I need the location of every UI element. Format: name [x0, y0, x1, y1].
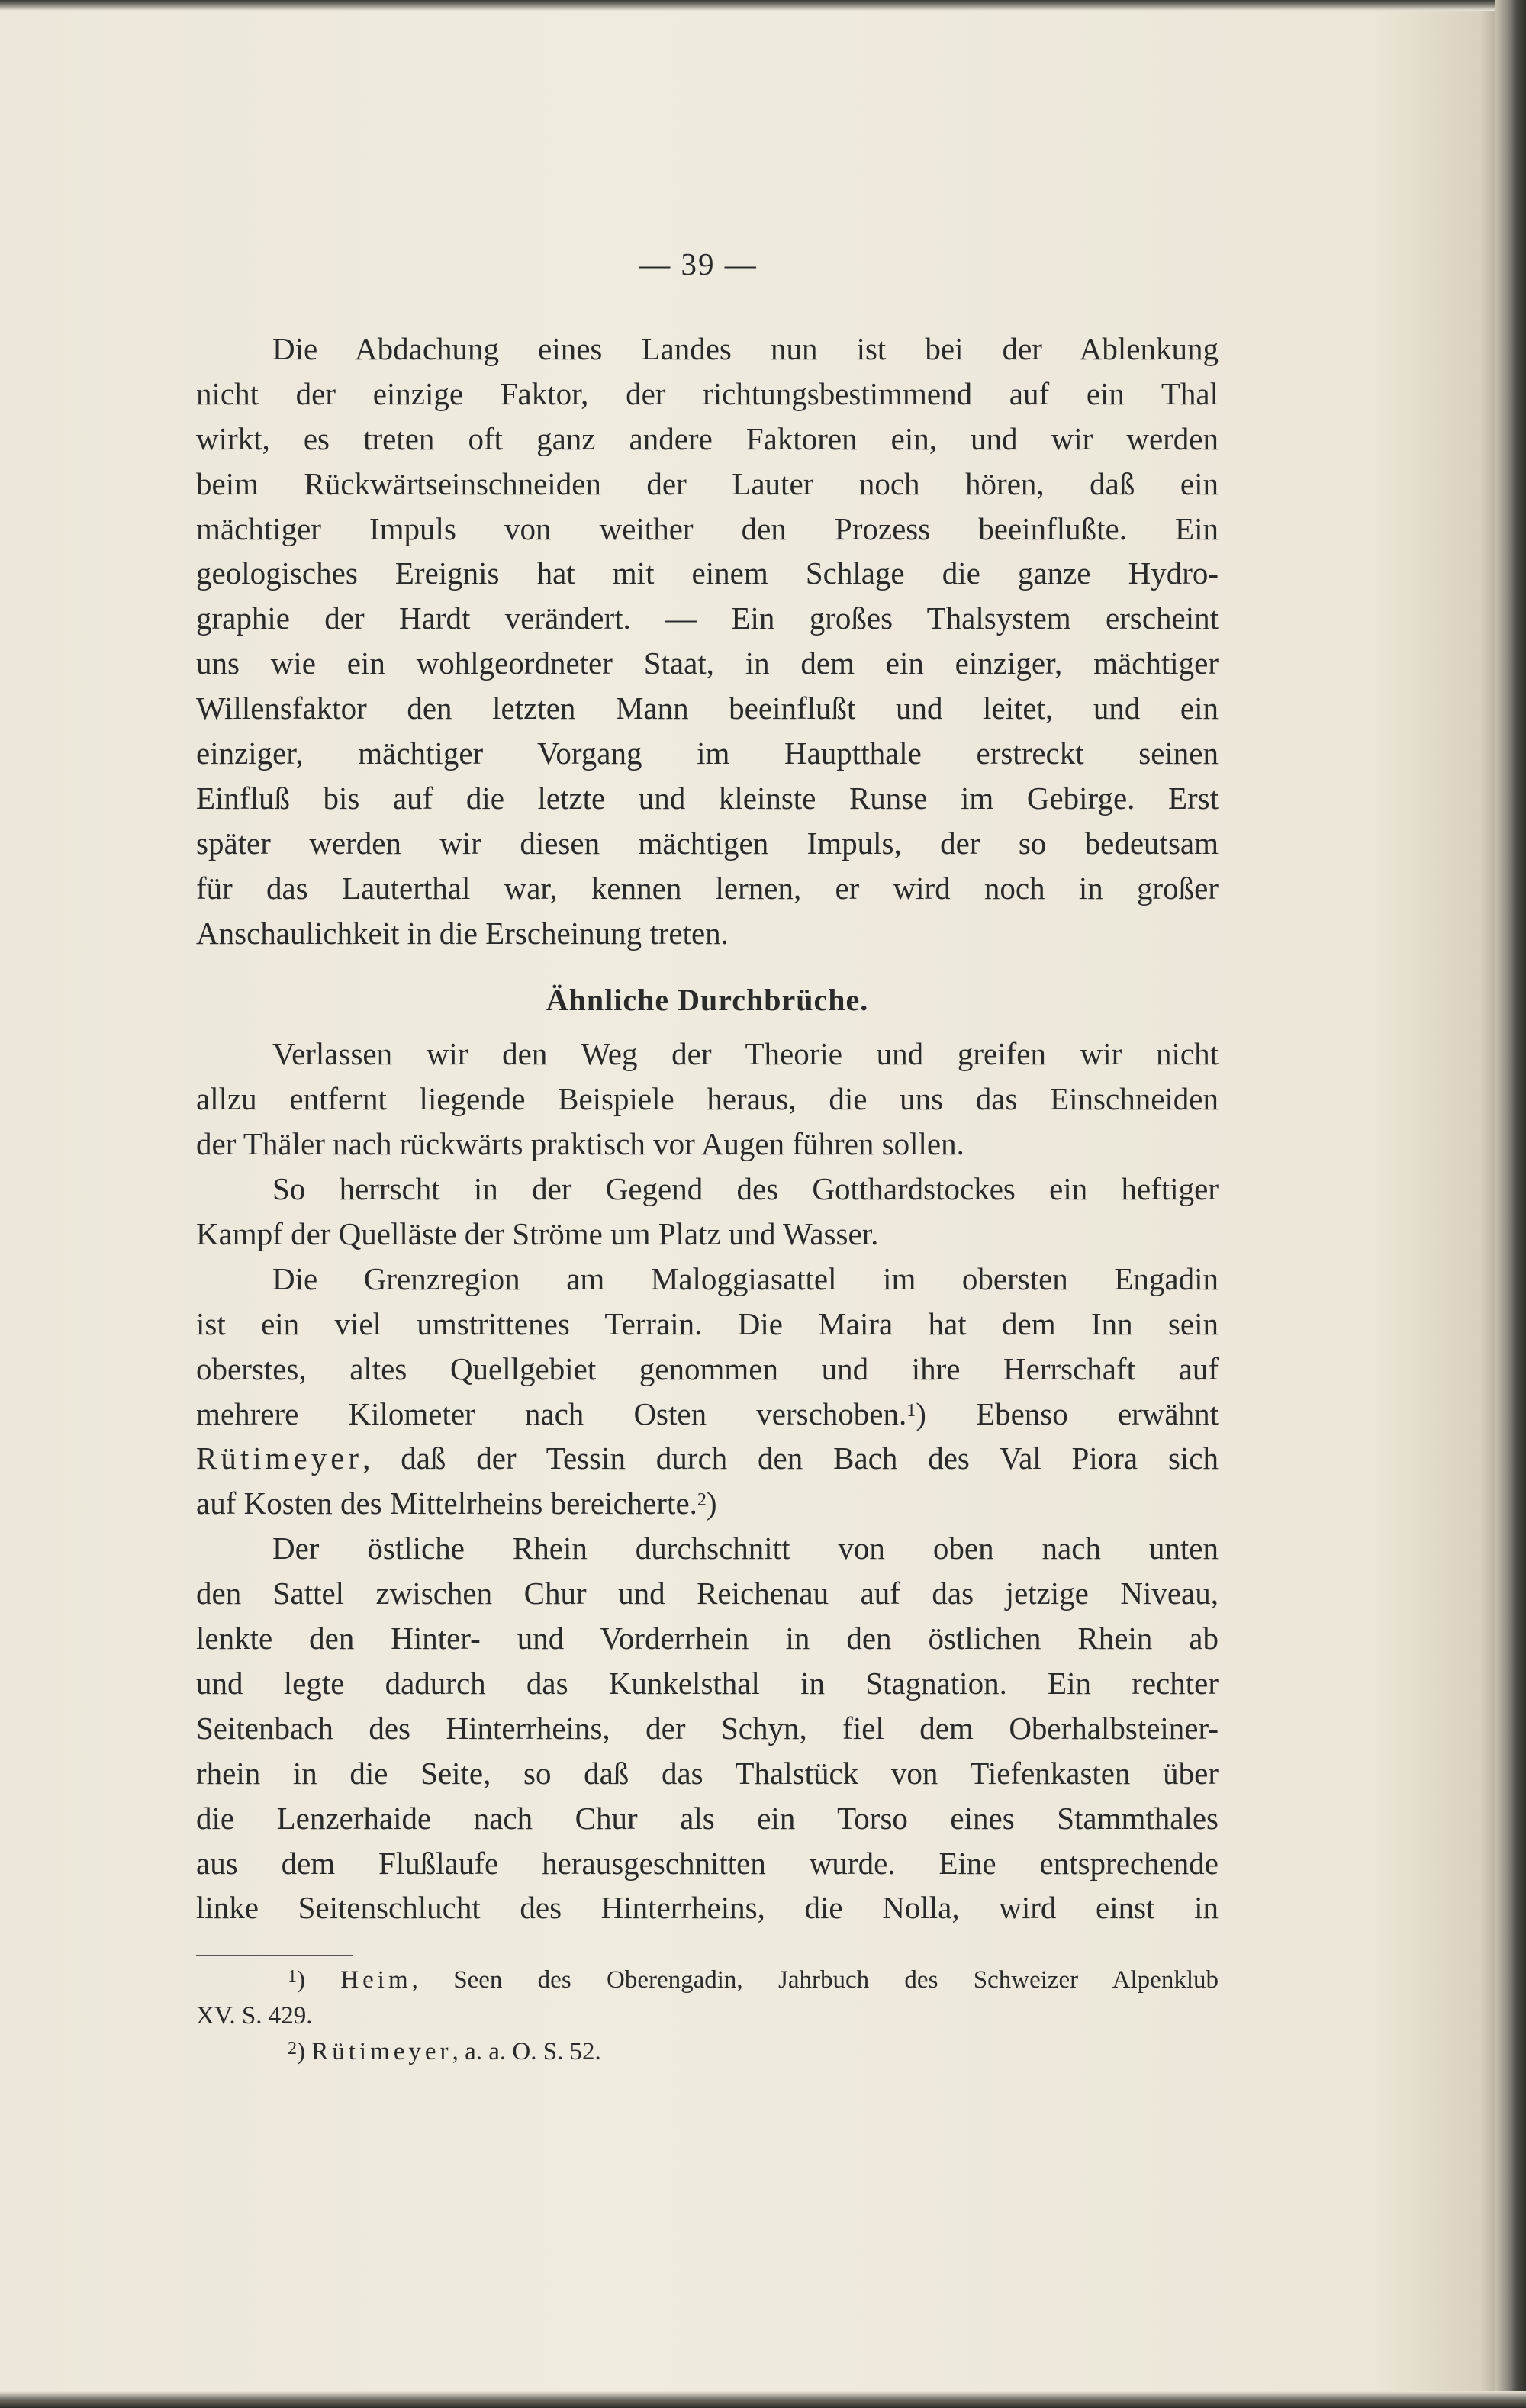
author-name: Rütimeyer — [196, 1441, 363, 1476]
text-line: So herrscht in der Gegend des Gotthardstockes ein heftiger — [272, 1171, 1219, 1207]
text-line: graphie der Hardt verändert. — Ein großes Thalsystem erscheint — [196, 600, 1219, 636]
text-line: für das Lauterthal war, kennen lernen, er wird noch in großer — [196, 870, 1219, 906]
text-line: die Lenzerhaide nach Chur als ein Torso eines Stammthales — [196, 1800, 1219, 1836]
text-line: Kampf der Quelläste der Ströme um Platz und Wasser. — [196, 1216, 879, 1252]
text-line: oberstes, altes Quellgebiet genommen und ihre Herrschaft auf — [196, 1350, 1219, 1386]
text-line — [196, 1481, 1219, 1526]
text-line: Seitenbach des Hinterrheins, der Schyn, fiel dem Oberhalbsteiner- — [196, 1710, 1219, 1746]
author-name: Rütimeyer — [311, 2038, 452, 2065]
footnote-marker: 2 — [288, 2039, 297, 2059]
footnote-text: , a. a. O. S. 52. — [452, 2038, 601, 2065]
text-line: den Sattel zwischen Chur und Reichenau auf das jetzige Niveau, — [196, 1576, 1219, 1611]
text-line: aus dem Flußlaufe herausgeschnitten wurde. Eine entsprechende — [196, 1845, 1219, 1881]
text-line: Der östliche Rhein durchschnitt von oben nach unten — [272, 1531, 1219, 1566]
text-line: Die Abdachung eines Landes nun ist bei der Ablenkung — [272, 331, 1219, 366]
text-segment: mehrere Kilometer nach Osten verschoben. — [196, 1396, 907, 1431]
paragraph-4 — [196, 1257, 1219, 1526]
text-line: Anschaulichkeit in die Erscheinung treten. — [196, 915, 729, 951]
text-line: lenkte den Hinter- und Vorderrhein in den östlichen Rhein ab — [196, 1621, 1219, 1656]
text-segment: , daß der Tessin durch den Bach des Val Piora sich — [362, 1441, 1219, 1476]
paragraph-2 — [196, 1032, 1219, 1167]
page-number: — 39 — — [639, 246, 758, 282]
text-line: einziger, mächtiger Vorgang im Hauptthale erstreckt seinen — [196, 736, 1219, 771]
text-segment: ) — [706, 1486, 717, 1521]
text-line: und legte dadurch das Kunkelsthal in Stagnation. Ein rechter — [196, 1665, 1219, 1701]
author-name: Heim — [340, 1966, 412, 1994]
paragraph-3 — [196, 1167, 1219, 1257]
page-bottom-edge — [0, 2391, 1526, 2408]
text-line: mächtiger Impuls von weither den Prozess beeinflußte. Ein — [196, 510, 1219, 546]
footnote-text: , Seen des Oberengadin, Jahrbuch des Schweizer Alpenklub — [411, 1966, 1219, 1994]
text-line: uns wie ein wohlgeordneter Staat, in dem ein einziger, mächtiger — [196, 645, 1219, 681]
text-line — [196, 1436, 1219, 1481]
text-segment: auf Kosten des Mittelrheins bereicherte. — [196, 1486, 697, 1521]
book-spine-edge — [1495, 0, 1526, 2408]
text-line: wirkt, es treten oft ganz andere Faktoren ein, und wir werden — [196, 420, 1219, 456]
footnotes — [196, 1962, 1219, 2070]
section-heading: Ähnliche Durchbrüche. — [546, 983, 869, 1018]
paragraph-1 — [196, 327, 1219, 955]
text-line: Willensfaktor den letzten Mann beeinflußt und leitet, und ein — [196, 691, 1219, 726]
text-line — [196, 1392, 1219, 1437]
footnote-1-continuation: XV. S. 429. — [196, 2002, 313, 2030]
footnote-1: $^1$) Heim, Seen des Oberengadin, Jahrbuch des Schweizer Alpenklub — [288, 1966, 1219, 1994]
text-line: beim Rückwärtseinschneiden der Lauter noch hören, daß ein — [196, 465, 1219, 501]
text-line: geologisches Ereignis hat mit einem Schlage die ganze Hydro- — [196, 555, 1219, 591]
text-line: allzu entfernt liegende Beispiele heraus, die uns das Einschneiden — [196, 1081, 1219, 1117]
footnote-marker: 1 — [288, 1967, 297, 1987]
text-line: rhein in die Seite, so daß das Thalstück von Tiefenkasten über — [196, 1755, 1219, 1791]
text-line: später werden wir diesen mächtigen Impuls, der so bedeutsam — [196, 825, 1219, 861]
text-line: der Thäler nach rückwärts praktisch vor Augen führen sollen. — [196, 1126, 964, 1162]
text-line: Die Grenzregion am Maloggiasattel im obersten Engadin — [272, 1260, 1219, 1296]
text-segment: ) Ebenso erwähnt — [916, 1396, 1219, 1431]
footnote-marker: 1 — [906, 1400, 916, 1421]
footnote-divider — [196, 1955, 353, 1956]
text-line: linke Seitenschlucht des Hinterrheins, die Nolla, wird einst in — [196, 1890, 1219, 1926]
text-column — [196, 327, 1219, 1930]
text-line: Verlassen wir den Weg der Theorie und greifen wir nicht — [272, 1036, 1219, 1072]
page-top-edge — [0, 0, 1526, 11]
text-line: Einfluß bis auf die letzte und kleinste Runse im Gebirge. Erst — [196, 780, 1219, 816]
footnote-2: $^2$) Rütimeyer, a. a. O. S. 52. — [288, 2038, 601, 2065]
text-line: nicht der einzige Faktor, der richtungsbestimmend auf ein Thal — [196, 375, 1219, 411]
footnote-marker: 2 — [697, 1490, 707, 1511]
paragraph-5 — [196, 1526, 1219, 1930]
text-line: ist ein viel umstrittenes Terrain. Die Maira hat dem Inn sein — [196, 1305, 1219, 1341]
